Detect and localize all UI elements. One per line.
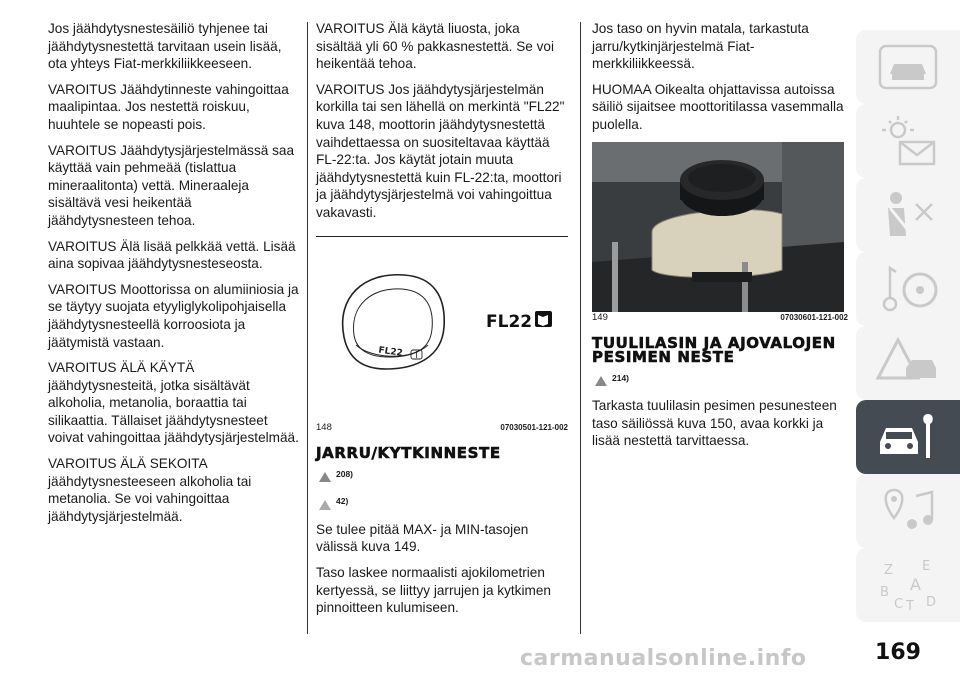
chapter-tabs xyxy=(856,30,960,620)
tab-starting[interactable] xyxy=(856,252,960,326)
paragraph: Jos jäähdytysnestesäiliö tyhjenee tai jäähdytysnestettä tarvitaan usein lisää, ota yhteys Fiat-merkkiliikkeeseen. xyxy=(48,21,282,72)
figure-number: 149 xyxy=(592,311,608,323)
reference-number: 42) xyxy=(336,496,349,507)
brake-reservoir-photo xyxy=(592,142,844,312)
column-3 xyxy=(592,20,848,458)
paragraph: Taso laskee normaalisti ajokilometrien kertyessä, se liittyy jarrujen ja kytkimen pinnoitteen kulumiseen. xyxy=(316,564,551,616)
note-paragraph: HUOMAA Oikealta ohjattavissa autoissa säiliö sijaitsee moottoritilassa vasemmalla puolella. xyxy=(592,81,844,132)
figure-caption xyxy=(316,422,568,434)
lights-mail-icon xyxy=(876,112,940,170)
index-letter: E xyxy=(922,559,931,574)
warning-reference xyxy=(318,466,568,484)
tab-multimedia[interactable] xyxy=(856,474,960,548)
navigation-music-icon xyxy=(876,482,940,540)
tab-emergency[interactable] xyxy=(856,326,960,400)
column-divider xyxy=(580,22,581,634)
index-letter: T xyxy=(906,599,914,614)
paragraph: Jos taso on hyvin matala, tarkastuta jarru/kytkinjärjestelmä Fiat-merkkiliikkeessä. xyxy=(592,21,809,72)
tab-dashboard[interactable] xyxy=(856,30,960,104)
note-triangle-icon xyxy=(318,499,332,511)
tab-maintenance[interactable] xyxy=(856,400,960,474)
alphabet-index-icon xyxy=(876,556,940,614)
warning-paragraph: VAROITUS Älä käytä liuosta, joka sisältää yli 60 % pakkasnestettä. Se voi heikentää tehoa. xyxy=(316,21,555,72)
reference-number: 214) xyxy=(612,372,630,383)
warning-triangle-car-icon xyxy=(876,334,940,392)
column-1 xyxy=(48,20,300,533)
index-letter: D xyxy=(926,595,937,610)
warning-reference xyxy=(594,370,848,388)
page-number: 169 xyxy=(875,640,921,665)
paragraph: Tarkasta tuulilasin pesimen pesunesteen taso säiliössä kuva 150, avaa korkki ja lisää nestettä tarvittaessa. xyxy=(592,398,837,449)
seatbelt-airbag-icon xyxy=(876,186,940,244)
figure-code: 07030501-121-002 xyxy=(500,422,568,432)
car-wrench-icon xyxy=(876,408,940,466)
watermark: carmanualsonline.info xyxy=(520,646,807,671)
index-letter: B xyxy=(880,585,889,600)
warning-paragraph: VAROITUS ÄLÄ SEKOITA jäähdytysnesteeseen alkoholia tai metanolia. Se voi vahingoittaa jäähdytysjärjestelmää. xyxy=(48,456,252,524)
index-letter: C xyxy=(894,597,904,612)
column-divider xyxy=(307,22,308,634)
car-dashboard-icon xyxy=(876,38,940,96)
fl22-label: FL22 xyxy=(486,311,533,332)
warning-paragraph: VAROITUS Jos jäähdytysjärjestelmän korkilla tai sen lähellä on merkintä "FL22" kuva 148, moottorin jäähdytysnestettä vaihdettaessa on suositeltavaa käyttää FL-22:ta. Jos käytät jotain muuta jäähdytysnestettä kuin FL-22:ta, moottori ja jäähdytysjärjestelmä voi vahingoittua vakavasti. xyxy=(316,81,565,220)
tab-safety[interactable] xyxy=(856,178,960,252)
paragraph: Se tulee pitää MAX- ja MIN-tasojen välissä kuva 149. xyxy=(316,521,529,555)
warning-triangle-icon xyxy=(318,471,332,483)
warning-triangle-icon xyxy=(594,375,608,387)
figure-149 xyxy=(592,142,844,312)
figure-code: 07030601-121-002 xyxy=(780,312,848,322)
key-steering-icon xyxy=(876,260,940,318)
note-reference xyxy=(318,493,568,511)
index-letter: A xyxy=(910,575,921,594)
fl22-label-box xyxy=(486,311,552,332)
cap-fl22-marking: FL22 xyxy=(377,345,404,359)
figure-number: 148 xyxy=(316,421,332,433)
section-title: TUULILASIN JA AJOVALOJEN PESIMEN NESTE xyxy=(592,333,836,366)
figure-148 xyxy=(316,237,566,422)
warning-paragraph: VAROITUS Jäähdytysjärjestelmässä saa käyttää vain pehmeää (tislattua mineraalitonta) vettä. Mineraaleja sisältävä vesi heikentää jäähdytysnesteen tehoa. xyxy=(48,142,295,228)
coolant-cap-illustration xyxy=(316,237,566,422)
tab-lights[interactable] xyxy=(856,104,960,178)
tab-index[interactable] xyxy=(856,548,960,622)
column-2 xyxy=(316,20,568,625)
warning-paragraph: VAROITUS Älä lisää pelkkää vettä. Lisää aina sopivaa jäähdytysnesteseosta. xyxy=(48,238,296,272)
warning-paragraph: VAROITUS Jäähdytinneste vahingoittaa maalipintaa. Jos nestettä roiskuu, huuhtele se nopeasti pois. xyxy=(48,81,289,132)
section-title: JARRU/KYTKINNESTE xyxy=(316,443,501,462)
warning-paragraph: VAROITUS Moottorissa on alumiiniosia ja se täytyy suojata etyyliglykolipohjaisella jäähdytysnesteellä korroosiota ja jäätymistä vastaan. xyxy=(48,281,299,350)
index-letter: Z xyxy=(884,563,893,578)
reference-number: 208) xyxy=(336,468,354,479)
figure-caption xyxy=(592,312,848,324)
warning-paragraph: VAROITUS ÄLÄ KÄYTÄ jäähdytysnesteitä, jotka sisältävät alkoholia, metanolia, boraattia tai silikaattia. Tällaiset jäähdytysnesteet voivat vahingoittaa jäähdytysjärjestelmää. xyxy=(48,360,299,446)
